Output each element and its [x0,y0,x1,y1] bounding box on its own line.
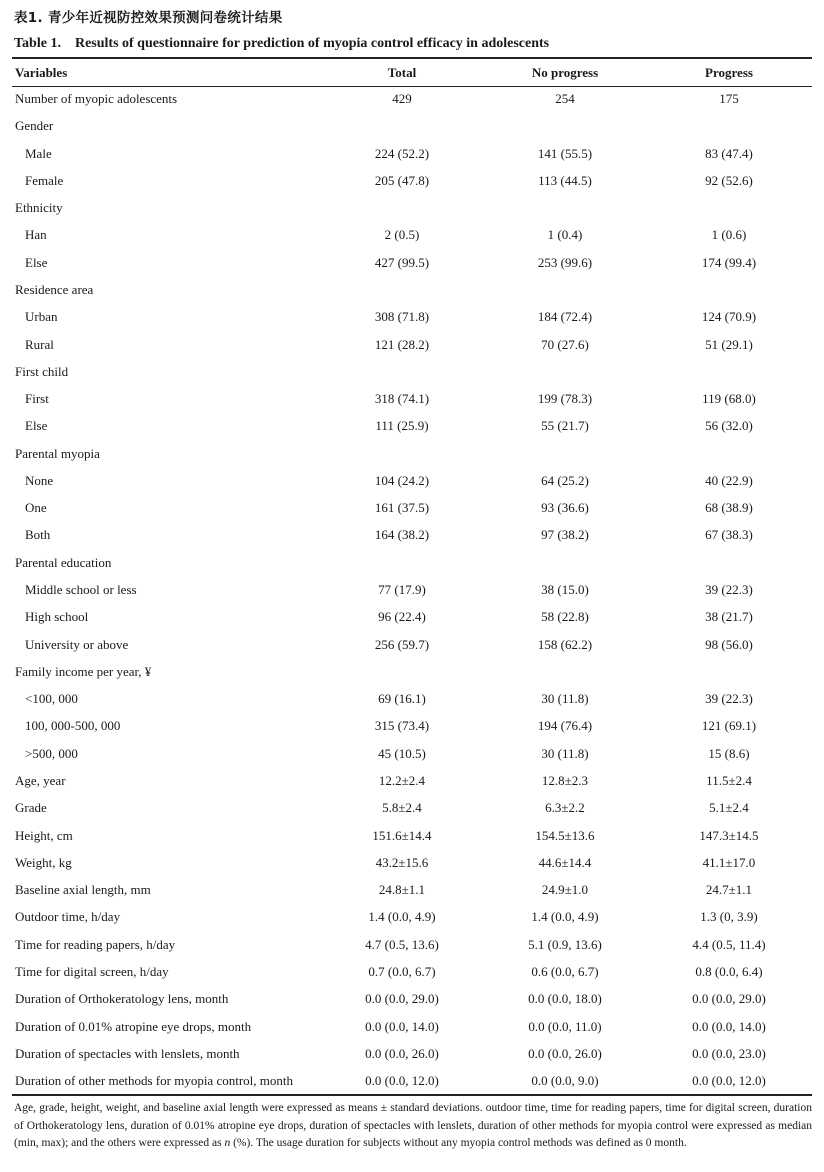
table-row [0,1072,824,1092]
row-label: 100, 000-500, 000 [25,718,121,734]
cell-total: 0.0 (0.0, 14.0) [365,1018,439,1034]
table-row [0,199,824,219]
cell-total: 0.7 (0.0, 6.7) [368,963,436,979]
table-row [0,990,824,1010]
cell-progress: 1.3 (0, 3.9) [700,909,758,925]
table-row [0,1045,824,1065]
row-label: Duration of 0.01% atropine eye drops, month [15,1018,252,1034]
cell-total: 45 (10.5) [378,745,426,761]
cell-progress: 39 (22.3) [705,691,753,707]
cell-no-progress: 113 (44.5) [538,172,592,188]
footnote-part2: (%). The usage duration for subjects without any myopia control methods was defined as 0 month. [230,1137,687,1149]
cell-progress: 0.8 (0.0, 6.4) [695,963,763,979]
footnote-n-symbol: n [224,1137,231,1149]
cell-no-progress: 5.1 (0.9, 13.6) [528,936,602,952]
cell-total: 69 (16.1) [378,691,426,707]
cell-no-progress: 55 (21.7) [541,418,589,434]
cell-no-progress: 97 (38.2) [541,527,589,543]
top-rule [12,57,812,59]
cell-progress: 174 (99.4) [701,254,757,270]
table-row [0,390,824,410]
table-row [0,936,824,956]
cell-no-progress: 141 (55.5) [537,145,593,161]
cell-no-progress: 0.6 (0.0, 6.7) [531,963,599,979]
table-row [0,745,824,765]
row-label: Duration of spectacles with lenslets, month [15,1045,240,1061]
cell-no-progress: 0.0 (0.0, 18.0) [528,991,602,1007]
caption-chinese: 表1. 青少年近视防控效果预测问卷统计结果 [14,10,283,26]
row-label: Female [25,172,64,188]
table-row [0,881,824,901]
row-label: Time for reading papers, h/day [15,936,176,952]
cell-progress: 83 (47.4) [705,145,753,161]
row-label: Male [25,145,52,161]
table-row [0,417,824,437]
table-row [0,254,824,274]
cell-total: 96 (22.4) [378,609,426,625]
cell-progress: 40 (22.9) [705,472,753,488]
table-row [0,663,824,683]
table-row [0,308,824,328]
cell-no-progress: 194 (76.4) [537,718,593,734]
header-progress: Progress [705,65,753,80]
cell-total: 0.0 (0.0, 26.0) [365,1045,439,1061]
cell-progress: 38 (21.7) [705,609,753,625]
cell-progress: 0.0 (0.0, 12.0) [692,1073,766,1089]
table-row [0,499,824,519]
row-label: First child [15,363,69,379]
row-label: One [25,500,47,516]
row-label: Middle school or less [25,582,137,598]
cell-no-progress: 0.0 (0.0, 11.0) [528,1018,602,1034]
table-row [0,608,824,628]
footnote-part1: Age, grade, height, weight, and baseline axial length were expressed as means ± standard deviations. outdoor time, time for reading papers, time for digital screen, duration of Orthokeratology lens, duration of 0.01% atropine eye drops, duration of spectacles with lenslets, duration of other methods for myopia control were expressed as median (min, max); and the others were expressed as [14,1102,812,1149]
caption-english [14,36,549,52]
cell-no-progress: 44.6±14.4 [538,854,592,870]
cell-total: 308 (71.8) [374,309,430,325]
cell-no-progress: 184 (72.4) [537,309,593,325]
cell-no-progress: 253 (99.6) [537,254,593,270]
cell-progress: 11.5±2.4 [706,773,752,788]
cell-total: 315 (73.4) [374,718,430,734]
cell-no-progress: 30 (11.8) [541,691,589,707]
row-label: Number of myopic adolescents [15,91,178,106]
cell-no-progress: 93 (36.6) [541,500,589,516]
cell-total: 161 (37.5) [374,500,430,516]
table-row [0,526,824,546]
cell-progress: 51 (29.1) [705,336,753,352]
header-no-progress: No progress [531,65,599,80]
cell-progress: 67 (38.3) [705,527,753,543]
table-row [0,636,824,656]
cell-no-progress: 1 (0.4) [547,227,583,243]
cell-no-progress: 154.5±13.6 [535,827,595,843]
cell-total: 224 (52.2) [374,145,430,161]
cell-total: 43.2±15.6 [375,854,429,870]
cell-progress: 92 (52.6) [705,172,753,188]
row-label: Both [25,527,51,543]
cell-no-progress: 0.0 (0.0, 9.0) [531,1073,599,1089]
table-row [0,472,824,492]
table-row [0,445,824,465]
cell-no-progress: 12.8±2.3 [541,773,589,788]
row-label: Weight, kg [15,854,72,870]
cell-progress: 124 (70.9) [701,309,757,325]
cell-no-progress: 199 (78.3) [537,391,593,407]
table-footnote [14,1100,812,1153]
table-header [0,61,824,85]
cell-progress: 15 (8.6) [708,745,750,761]
table-row [0,908,824,928]
cell-total: 5.8±2.4 [382,800,422,816]
cell-total: 429 [392,91,412,106]
row-label: Age, year [15,773,66,788]
cell-progress: 39 (22.3) [705,582,753,598]
cell-total: 12.2±2.4 [378,773,426,788]
cell-total: 427 (99.5) [374,254,430,270]
cell-total: 121 (28.2) [374,336,430,352]
row-label: Rural [25,336,54,352]
cell-total: 0.0 (0.0, 12.0) [365,1073,439,1089]
row-label: First [25,391,49,407]
table-label: Table 1. [14,36,61,51]
row-label: Residence area [15,281,94,297]
cell-progress: 98 (56.0) [705,636,753,652]
row-label: Gender [15,118,54,134]
cell-total: 1.4 (0.0, 4.9) [368,909,436,925]
cell-total: 24.8±1.1 [378,882,426,898]
cell-no-progress: 1.4 (0.0, 4.9) [531,909,599,925]
row-label: University or above [25,636,129,652]
cell-no-progress: 70 (27.6) [541,336,589,352]
cell-progress: 5.1±2.4 [709,800,749,816]
row-label: Time for digital screen, h/day [15,963,169,979]
row-label: Ethnicity [15,200,63,216]
cell-no-progress: 38 (15.0) [541,582,589,598]
table-row [0,963,824,983]
bottom-rule [12,1094,812,1096]
header-total: Total [387,65,417,80]
table-row [0,854,824,874]
row-label: Family income per year, ¥ [15,663,152,679]
header-variables: Variables [15,65,68,80]
cell-progress: 4.4 (0.5, 11.4) [692,936,766,952]
table-row [0,799,824,819]
table-row [0,90,824,110]
cell-total: 4.7 (0.5, 13.6) [365,936,439,952]
cell-total: 151.6±14.4 [372,827,432,843]
cell-total: 111 (25.9) [375,418,429,434]
cell-total: 318 (74.1) [374,391,430,407]
cell-total: 256 (59.7) [374,636,430,652]
cell-progress: 119 (68.0) [702,391,756,407]
row-label: Han [25,227,47,243]
cell-progress: 41.1±17.0 [702,854,756,870]
table-row [0,1018,824,1038]
cell-progress: 68 (38.9) [705,500,753,516]
cell-no-progress: 24.9±1.0 [541,882,589,898]
cell-total: 164 (38.2) [374,527,430,543]
table-row [0,172,824,192]
table-row [0,336,824,356]
cell-no-progress: 0.0 (0.0, 26.0) [528,1045,602,1061]
row-label: Parental education [15,554,112,570]
table-row [0,554,824,574]
row-label: Duration of other methods for myopia control, month [15,1073,294,1089]
cell-progress: 0.0 (0.0, 14.0) [692,1018,766,1034]
cell-progress: 0.0 (0.0, 29.0) [692,991,766,1007]
cell-progress: 147.3±14.5 [699,827,759,843]
cell-progress: 175 [719,91,739,106]
cell-no-progress: 158 (62.2) [537,636,593,652]
row-label: Baseline axial length, mm [15,882,151,898]
row-label: Duration of Orthokeratology lens, month [15,991,229,1007]
table-title: Results of questionnaire for prediction of myopia control efficacy in adolescents [74,36,550,51]
table-row [0,772,824,792]
table-row [0,117,824,137]
row-label: Height, cm [15,827,73,843]
row-label: Outdoor time, h/day [15,909,121,925]
row-label: Else [25,418,48,434]
row-label: None [25,472,54,488]
row-label: >500, 000 [25,745,78,761]
row-label: High school [25,609,89,625]
cell-total: 77 (17.9) [378,582,426,598]
table-row [0,226,824,246]
row-label: Else [25,254,48,270]
cell-total: 2 (0.5) [384,227,420,243]
row-label: <100, 000 [25,691,78,707]
cell-total: 0.0 (0.0, 29.0) [365,991,439,1007]
cell-total: 205 (47.8) [374,172,430,188]
table-row [0,145,824,165]
cell-no-progress: 64 (25.2) [541,472,589,488]
cell-no-progress: 254 [555,91,575,106]
cell-progress: 56 (32.0) [705,418,753,434]
cell-no-progress: 58 (22.8) [541,609,589,625]
cell-progress: 1 (0.6) [711,227,747,243]
cell-progress: 121 (69.1) [701,718,757,734]
cell-progress: 24.7±1.1 [705,882,753,898]
table-row [0,581,824,601]
cell-no-progress: 30 (11.8) [541,745,589,761]
cell-progress: 0.0 (0.0, 23.0) [692,1045,766,1061]
table-row [0,363,824,383]
row-label: Grade [15,800,47,816]
row-label: Parental myopia [15,445,100,461]
header-rule [12,86,812,87]
cell-total: 104 (24.2) [374,472,430,488]
table-row [0,827,824,847]
table-row [0,281,824,301]
table-row [0,717,824,737]
row-label: Urban [25,309,58,325]
table-row [0,690,824,710]
cell-no-progress: 6.3±2.2 [545,800,585,816]
